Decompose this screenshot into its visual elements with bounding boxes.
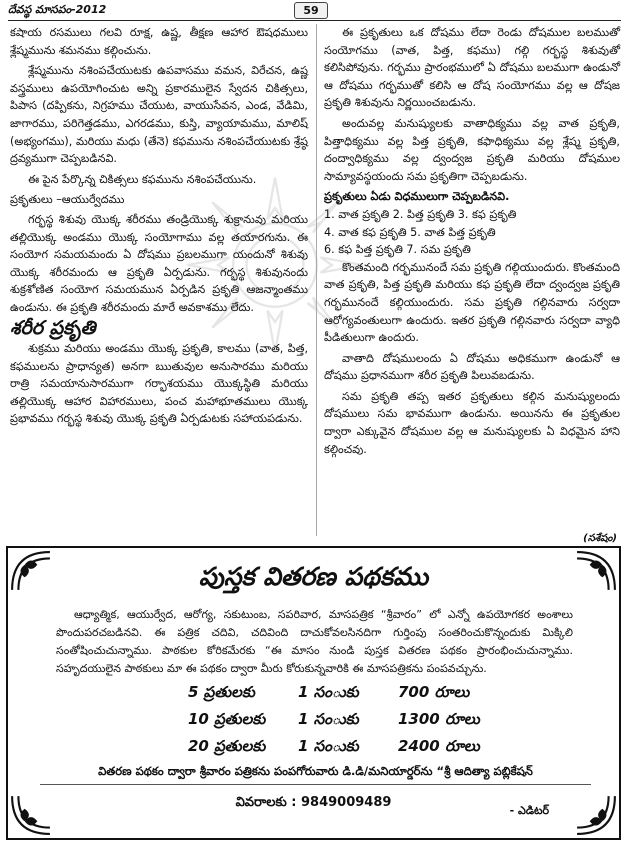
list-item: 4. వాత కఫ ప్రకృతి 5. వాత పిత్త ప్రకృతి (324, 225, 496, 239)
editor-signature: - ఎడిటర్ (509, 804, 549, 817)
contact-number: వివరాలకు : 9849009489 (235, 795, 392, 810)
scheme-description (56, 606, 573, 678)
period-cell: 1 సంుకు (298, 710, 359, 728)
article-paragraph: శుక్రము మరియు అండము యొక్క ప్రకృతి, కాలము (వాత, పిత్త, కఫములను ప్రాధాన్యత) అనగా ఋతువుల అనుసారము మరియు రాత్రి సమయానుసారముగా గర్భాశయము యొక్కస్థితి మరియు తల్లియొక్క ఆహార విహారములు, పంచ మహాభూతములు యొక్క ప్రభావము గర్భస్థ శిశువు యొక్క ప్రకృతి ఏర్పడుటకు సహాయపడును. (10, 342, 308, 426)
page-header (0, 0, 629, 22)
period-cell: 1 సంుకు (298, 683, 359, 701)
price-table (188, 683, 480, 764)
article-paragraph: కషాయ రసములు గలవి రూక్ష, ఉష్ణ, తీక్షణ ఆహార ఔషధములు శ్లేష్మమును శమనము కల్గించును. (10, 26, 308, 57)
amount-cell: 1300 రూలు (398, 710, 480, 728)
section-subtitle: ప్రకృతులు –ఆయుర్వేదము (10, 193, 125, 207)
page-number: 59 (294, 2, 328, 19)
period-cell: 1 సంుకు (298, 737, 359, 755)
header-rule (8, 20, 621, 21)
article-paragraph: ఈ ప్రకృతులు ఒక దోషము లేదా రెండు దోషముల బలముతో సంయోగము (వాత, పిత్త, కఫము) గల్గి గర్భస్థ శిశువుతో కలిసిపోవును. గర్భము ప్రారంభములో ఏ దోషము బలముగా ఉండునో ఆ దోషము గర్భముతో కలిసి ఆ దోష సంయోగము వల్ల ఆ దోషజ ప్రకృతి శిశువును నిర్ణయించబడును. (324, 26, 620, 110)
article-paragraph: గర్భస్థ శిశువు యొక్క శరీరము తండ్రియొక్క శుక్రానువు మరియు తల్లియొక్క అండము యొక్క సంయోగాము వల్ల తయారగును. ఈ సంయోగ సమయమందు ఏ దోషము ప్రబలముగా యందునో శిశువు యొక్క శరీరమందు ఆ ప్రకృతి ఏర్పడును. గర్భస్థ శిశువునందు శుక్రశోణిత సంయోగ సమయమున ఏర్పడిన ప్రకృతి ఆజన్మాంతము ఉండును. ఈ ప్రకృతి శరీరమందు మారే అవకాశము లేదు. (10, 212, 308, 314)
article-paragraph: శ్లేష్మమును నశింపచేయుటకు ఉపవాసము వమన, విరేచన, ఉష్ణ వస్త్రములు ఉపయోగించుట అన్ని ప్రకారములైన స్వేదన చికిత్సలు, పిపాస (దప్పికను, నిగ్రహము చేయుట, వాయుసేవన, ఎండ, వేడిమి, జాగారము, పరిగెత్తడము, ఎగరడము, కుస్తి, వ్యాయామము, మాలిష్ (అభ్యంగము), మరియు మధు (తేనె) కఫమును నశింపచేయుటకు శ్రేష్ఠ ద్రవ్యముగా చెప్పబడినవి. (10, 64, 308, 166)
list-item: 1. వాత ప్రకృతి 2. పిత్త ప్రకృతి 3. కఫ ప్రకృతి (324, 207, 517, 221)
scheme-title: పుస్తక వితరణ పథకము (198, 562, 429, 591)
amount-cell: 2400 రూలు (398, 737, 480, 755)
prakriti-list (324, 206, 620, 259)
column-divider (316, 24, 317, 536)
prakriti-count-line: ప్రకృతులు ఏడు విధములుగా చెప్పబడినవి. (324, 190, 510, 204)
footer-rule (40, 784, 591, 785)
article-paragraph: వాతాది దోషములందు ఏ దోషము అధికముగా ఉండునో ఆ దోషము ప్రధానముగా శరీర ప్రకృతి పిలువబడును. (324, 351, 620, 383)
copies-cell: 10 ప్రతులకు (188, 710, 266, 728)
article-paragraph: సమ ప్రకృతి తప్ప ఇతర ప్రకృతులు కల్గిన మనుష్యులందు దోషములు సమ భావముగా ఉండును. అయినను ఈ ప్రకృతుల ద్వారా ఎక్కువైన దోషముల వల్ల ఆ మనుష్యులకు ఏ విధమైన హాని కల్గించవు. (324, 389, 620, 456)
scheme-paragraph: ఆధ్యాత్మిక, ఆయుర్వేద, ఆరోగ్య, సకుటుంబ, సపరివార, మాసపత్రిక “శ్రీవారం” లో ఎన్నో ఉపయోగకర అంశాలు పొందుపరచబడినవి. ఈ పత్రిక చదివి, చదివింది దాచుకోవలసినదిగా గుర్తింపు సంతరించుకొన్నందుకు మిక్కిలి సంతోషించుచున్నాము. పాఠకుల కోరికమేరకు “ఈ మాసం నుండి పుస్తక వితరణ పథకం ప్రారంభించుచున్నాము. సహృదయులైన పాఠకులు మా ఈ పథకం ద్వారా మీరు కోరుకున్నవారికి ఈ మాసపత్రికను పంపవచ్చును. (56, 608, 573, 675)
right-column (324, 24, 620, 461)
article-paragraph: కొంతమంది గర్భమునందే సమ ప్రకృతి గల్గియుందురు. కొంతమంది వాత ప్రకృతి, పిత్త ప్రకృతి మరియు కఫ ప్రకృతి లేదా ద్వంద్వజ ప్రకృతి గర్భమునందే కల్గియుందురు. సమ ప్రకృతి గల్గినవారు సర్వదా ఆరోగ్యవంతులుగా ఉందురు. ఇతర ప్రకృతి గల్గినవారు సర్వదా వ్యాధి పీడితులుగా ఉందురు. (324, 260, 620, 345)
book-distribution-box (6, 546, 621, 840)
list-item: 6. కఫ పిత్త ప్రకృతి 7. సమ ప్రకృతి (324, 243, 471, 257)
table-row (188, 710, 480, 737)
left-column (10, 24, 308, 431)
copies-cell: 20 ప్రతులకు (188, 737, 266, 755)
scheme-footer: వితరణ పథకం ద్వారా శ్రీవారం పత్రికను పంపగోరువారు డి.డి/మనియార్డర్‌ను “శ్రీ ఆదిత్యా పబ్లికేషన్ (98, 764, 533, 778)
amount-cell: 700 రూలు (398, 683, 470, 701)
article-paragraph: ఈ పైన పేర్కొన్న చికిత్సలు కఫమును నశింపచేయును. (28, 172, 257, 186)
copies-cell: 5 ప్రతులకు (188, 683, 255, 701)
section-heading: శరీర ప్రకృతి (10, 316, 96, 339)
magazine-title: దేవస్థ మాసపం-2012 (8, 3, 107, 16)
table-row (188, 737, 480, 764)
continued-marker: (సశేషం) (583, 533, 617, 544)
table-row (188, 683, 480, 710)
article-paragraph: అందువల్ల మనుష్యులకు వాతాధిక్యము వల్ల వాత ప్రకృతి, పిత్తాధిక్యము వల్ల పిత్త ప్రకృతి, కఫాధిక్యము వల్ల శ్లేష్మ ప్రకృతి, దంద్వాధిక్యము వల్ల ద్వంద్వజ ప్రకృతి మరియు దోషముల సామ్యావస్థయందు సమ ప్రకృతిగా చెప్పబడును. (324, 116, 620, 183)
